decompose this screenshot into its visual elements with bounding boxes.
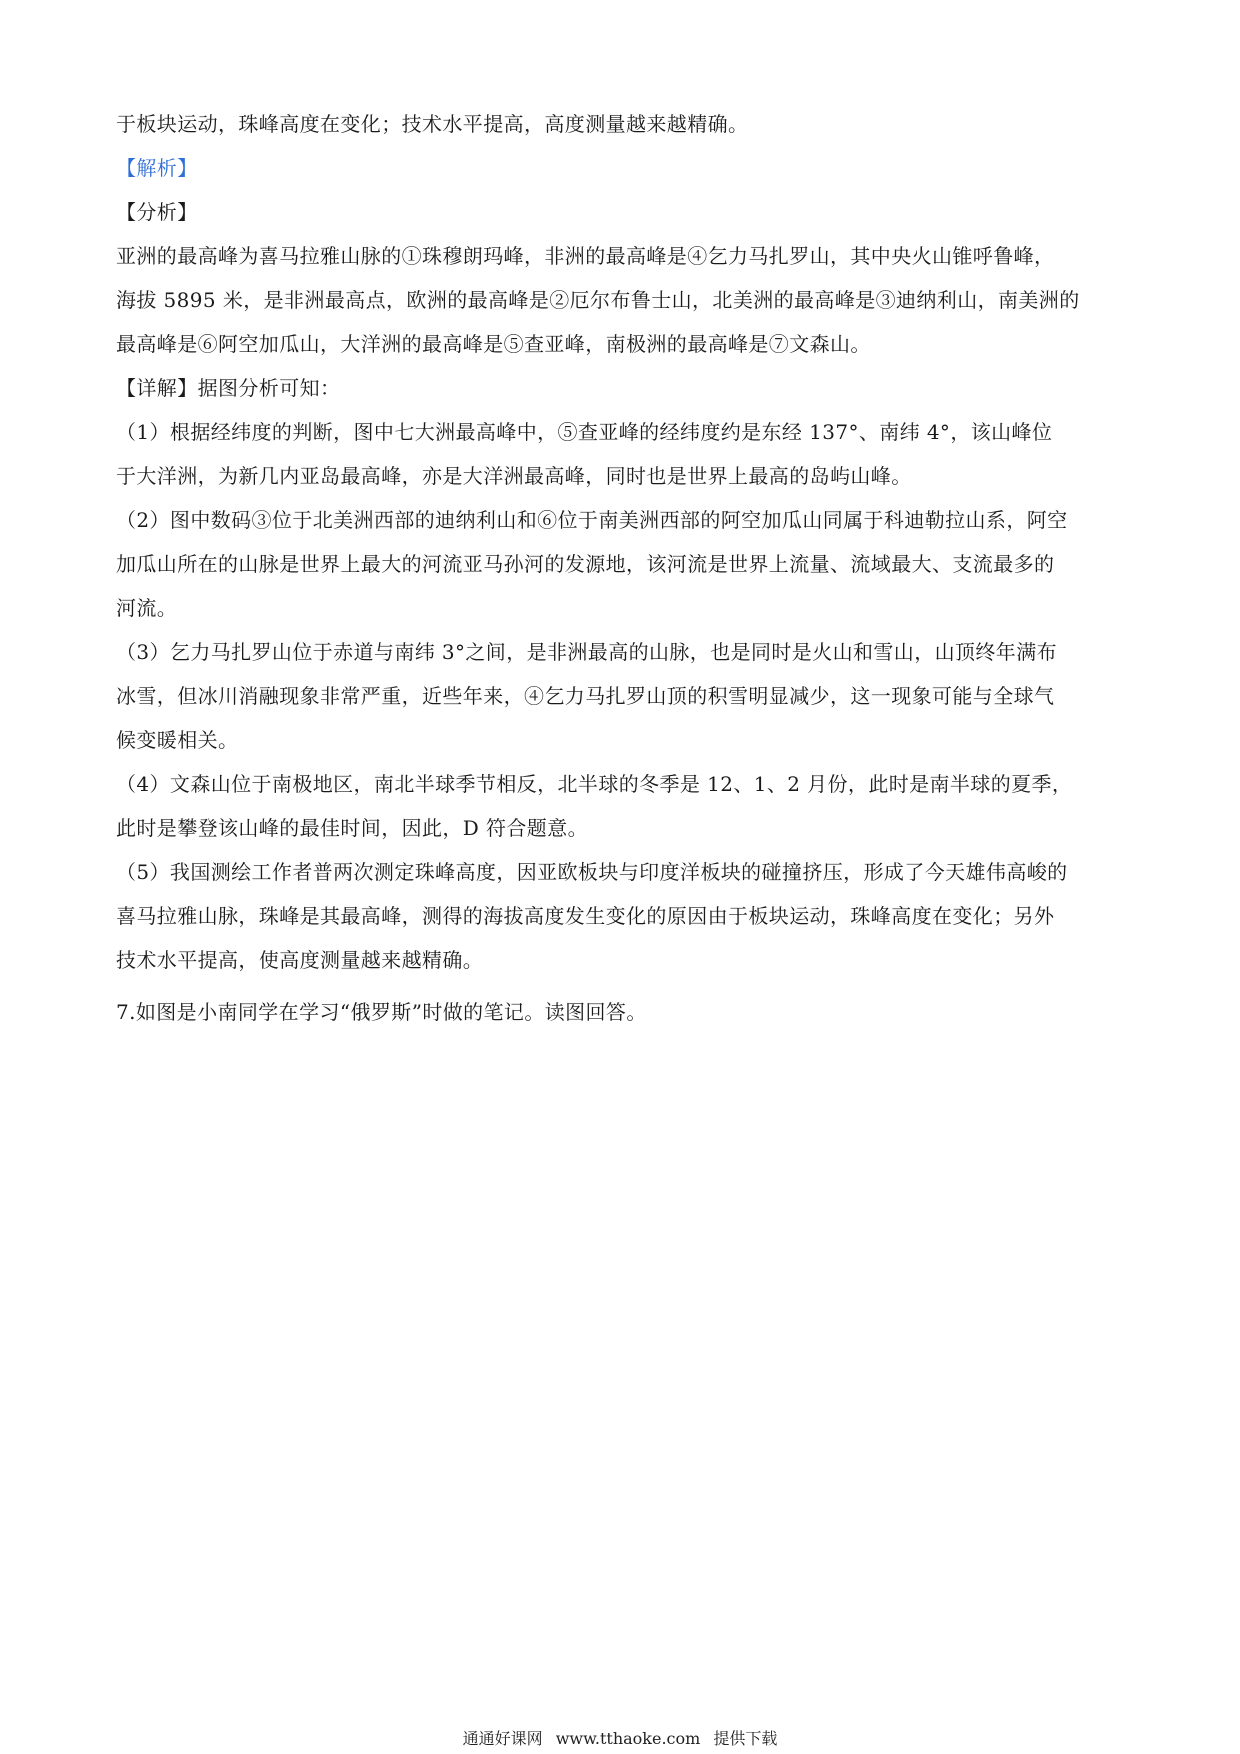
text-line: 海拔 5895 米，是非洲最高点，欧洲的最高峰是②厄尔布鲁士山，北美洲的最高峰是③迪纳利山，南美洲的 xyxy=(116,288,1080,312)
text-line: 亚洲的最高峰为喜马拉雅山脉的①珠穆朗玛峰，非洲的最高峰是④乞力马扎罗山，其中央火山锥呼鲁峰， xyxy=(116,244,1055,268)
text-line: 候变暖相关。 xyxy=(116,728,239,752)
answer-item-2: （2）图中数码③位于北美洲西部的迪纳利山和⑥位于南美洲西部的阿空加瓜山同属于科迪勒拉山系，阿空 xyxy=(116,508,1068,532)
text-line: 河流。 xyxy=(116,596,178,620)
page-footer xyxy=(0,1726,1240,1749)
text-line: 冰雪，但冰川消融现象非常严重，近些年来，④乞力马扎罗山顶的积雪明显减少，这一现象可能与全球气 xyxy=(116,684,1055,708)
section-tag-fenxi: 【分析】 xyxy=(116,200,198,224)
text-line: 于板块运动，珠峰高度在变化；技术水平提高，高度测量越来越精确。 xyxy=(116,112,749,136)
text-line: 加瓜山所在的山脉是世界上最大的河流亚马孙河的发源地，该河流是世界上流量、流域最大、支流最多的 xyxy=(116,552,1055,576)
answer-item-3: （3）乞力马扎罗山位于赤道与南纬 3°之间，是非洲最高的山脉，也是同时是火山和雪山，山顶终年满布 xyxy=(116,640,1058,664)
footer-url-link[interactable]: www.tthaoke.com xyxy=(555,1729,701,1748)
section-tag-xiangjie: 【详解】据图分析可知： xyxy=(116,376,341,400)
text-line: 于大洋洲，为新几内亚岛最高峰，亦是大洋洲最高峰，同时也是世界上最高的岛屿山峰。 xyxy=(116,464,912,488)
section-tag-jiexi: 【解析】 xyxy=(116,156,198,180)
document-body xyxy=(116,102,1131,1034)
answer-item-5: （5）我国测绘工作者普两次测定珠峰高度，因亚欧板块与印度洋板块的碰撞挤压，形成了今天雄伟高峻的 xyxy=(116,860,1068,884)
question-7: 7.如图是小南同学在学习“俄罗斯”时做的笔记。读图回答。 xyxy=(116,1000,647,1024)
text-line: 最高峰是⑥阿空加瓜山，大洋洲的最高峰是⑤查亚峰，南极洲的最高峰是⑦文森山。 xyxy=(116,332,871,356)
answer-item-4: （4）文森山位于南极地区，南北半球季节相反，北半球的冬季是 12、1、2 月份，此时是南半球的夏季， xyxy=(116,772,1073,796)
text-line: 技术水平提高，使高度测量越来越精确。 xyxy=(116,948,484,972)
footer-action-text: 提供下载 xyxy=(713,1729,778,1748)
answer-item-1: （1）根据经纬度的判断，图中七大洲最高峰中，⑤查亚峰的经纬度约是东经 137°、南纬 4°，该山峰位 xyxy=(116,420,1053,444)
footer-site-name: 通通好课网 xyxy=(462,1729,543,1748)
text-line: 此时是攀登该山峰的最佳时间，因此，D 符合题意。 xyxy=(116,816,588,840)
text-line: 喜马拉雅山脉，珠峰是其最高峰，测得的海拔高度发生变化的原因由于板块运动，珠峰高度在变化；另外 xyxy=(116,904,1055,928)
